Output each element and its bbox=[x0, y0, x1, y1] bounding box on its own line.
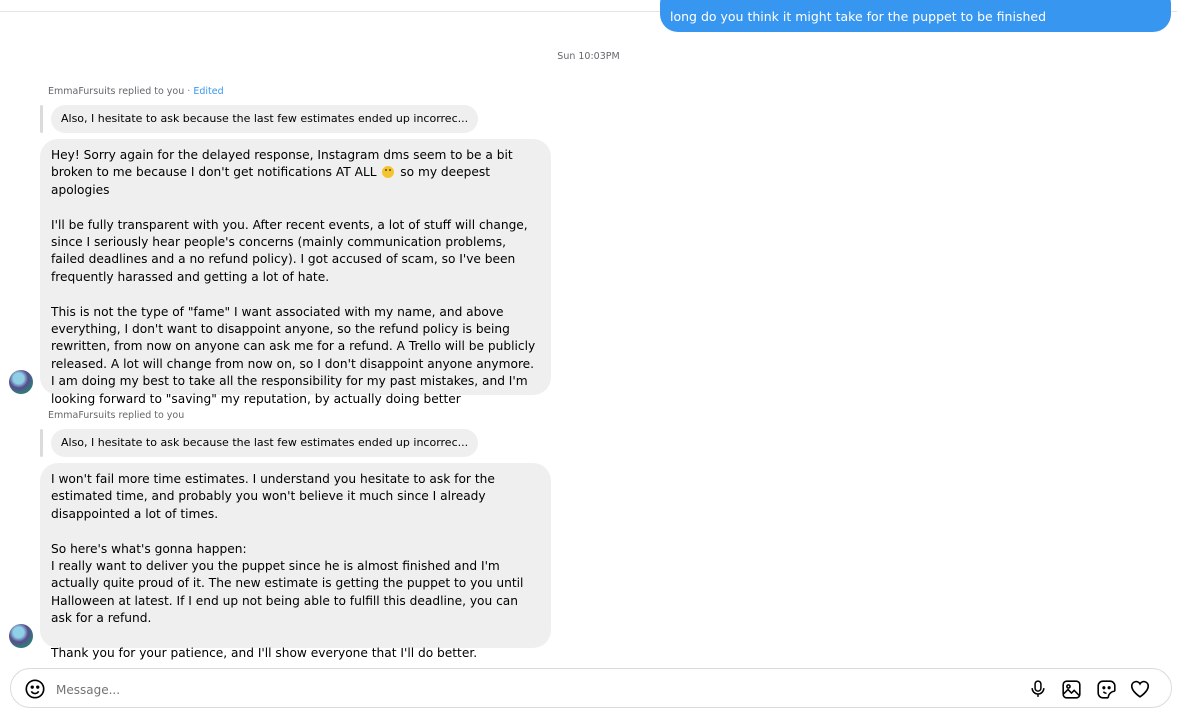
reply-label-text: EmmaFursuits replied to you bbox=[48, 86, 185, 97]
heart-icon[interactable] bbox=[1129, 678, 1151, 700]
quoted-message[interactable]: Also, I hesitate to ask because the last few estimates ended up incorrec... bbox=[51, 429, 478, 457]
avatar[interactable] bbox=[9, 624, 33, 648]
quoted-message[interactable]: Also, I hesitate to ask because the last few estimates ended up incorrec... bbox=[51, 105, 478, 133]
message-text: Hey! Sorry again for the delayed response, Instagram dms seem to be a bit broken to me because I don't get notifications AT ALL bbox=[51, 148, 513, 180]
avatar[interactable] bbox=[9, 370, 33, 394]
frowning-face-emoji-icon bbox=[382, 166, 394, 178]
message-input[interactable] bbox=[54, 678, 958, 702]
message-paragraph: I really want to deliver you the puppet since he is almost finished and I'm actually quite proud of it. The new estimate is getting the puppet to you until Halloween at latest. If I end up not being able to fulfill this deadline, you can ask for a refund. bbox=[51, 559, 524, 626]
message-paragraph: I won't fail more time estimates. I understand you hesitate to ask for the estimated time, and probably you won't believe it much since I already disappointed a lot of times. bbox=[51, 472, 495, 521]
edited-label: · Edited bbox=[187, 86, 224, 97]
received-message-bubble[interactable] bbox=[40, 463, 551, 661]
reply-label-text: EmmaFursuits replied to you bbox=[48, 410, 185, 421]
message-composer bbox=[10, 668, 1172, 708]
quote-bar bbox=[40, 429, 43, 457]
message-paragraph bbox=[51, 541, 540, 558]
timestamp: Sun 10:03PM bbox=[557, 51, 620, 62]
message-paragraph: Thank you for your patience, and I'll show everyone that I'll do better. bbox=[51, 646, 478, 661]
reply-label bbox=[48, 410, 184, 421]
message-text: So here's what's gonna happen: bbox=[51, 541, 247, 556]
image-icon[interactable] bbox=[1060, 678, 1082, 700]
microphone-icon[interactable] bbox=[1027, 678, 1049, 700]
sticker-icon[interactable] bbox=[1095, 678, 1117, 700]
sent-message-text: long do you think it might take for the puppet to be finished bbox=[670, 9, 1047, 24]
received-message-bubble[interactable] bbox=[40, 139, 551, 406]
message-paragraph: I'll be fully transparent with you. After recent events, a lot of stuff will change, since I seriously hear people's concerns (mainly communication problems, failed deadlines and a no refund policy). I got accused of scam, so I've been frequently harassed and getting a lot of hate. bbox=[51, 217, 528, 284]
quote-bar bbox=[40, 105, 43, 133]
message-text: so my deepest apologies bbox=[51, 165, 491, 197]
emoji-icon[interactable] bbox=[24, 678, 46, 700]
message-paragraph: This is not the type of "fame" I want associated with my name, and above everything, I don't want to disappoint anyone, so the refund policy is being rewritten, from now on anyone can ask me for a refund. A Trello will be publicly released. A lot will change from now on, so I don't disappoint anyone anymore. I am doing my best to take all the responsibility for my past mistakes, and I'm looking forward to "saving" my reputation, by actually doing better bbox=[51, 304, 536, 406]
message-paragraph bbox=[51, 147, 540, 199]
reply-label bbox=[48, 86, 224, 97]
sent-message-bubble[interactable] bbox=[660, 0, 1171, 32]
